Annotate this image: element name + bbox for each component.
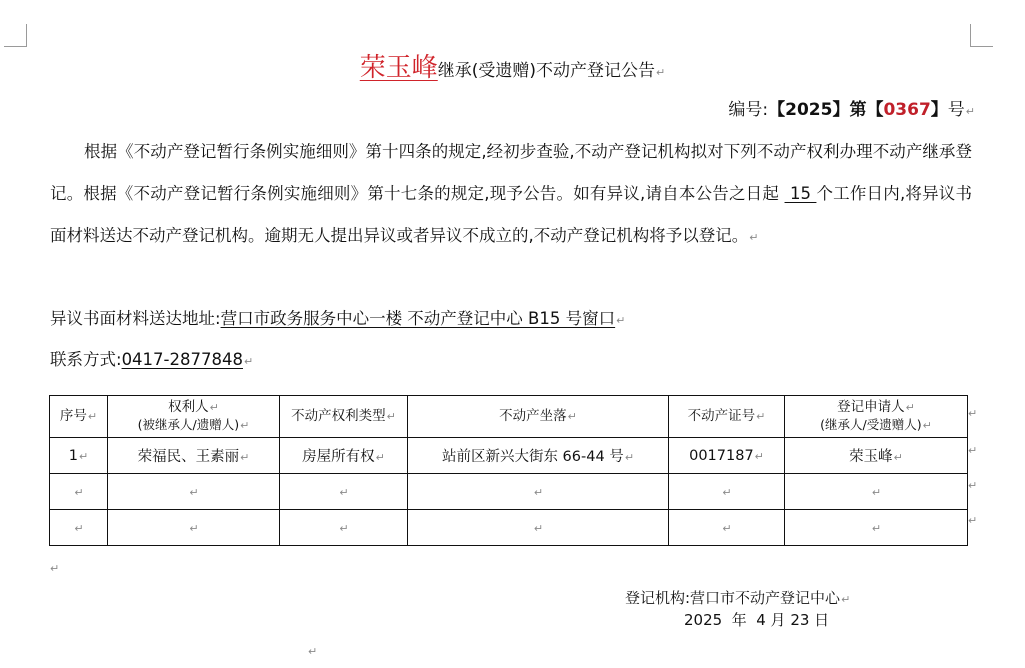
address-value: 营口市政务服务中心一楼 不动产登记中心 B15 号窗口 [220, 309, 616, 328]
cell-rights-holder: ↵ [108, 510, 280, 546]
header-applicant: 登记申请人↵ (继承人/受遗赠人)↵ [785, 396, 968, 438]
cell-applicant: ↵ [785, 474, 968, 510]
table-row [50, 510, 968, 546]
notice-date: 2025 年 4 月 23 日 [684, 611, 830, 629]
cell-location: ↵ [408, 510, 669, 546]
cell-cert-no: ↵ [669, 510, 785, 546]
paragraph-part-2: 个工作日内,将异议书面材料送达不动产登记机构。逾期无人提出异议或者异议不成立的,不动产登记机构将予以登记。 [50, 184, 972, 245]
cell-rights-holder: 荣福民、王素丽↵ [108, 438, 280, 474]
page-corner-top-right [970, 24, 993, 47]
contact-label: 联系方式: [50, 350, 122, 369]
table-row [50, 438, 968, 474]
document-number [728, 97, 975, 125]
cell-seq: ↵ [50, 474, 108, 510]
doc-number-serial: 0367 [883, 100, 931, 120]
cell-right-type: ↵ [280, 510, 408, 546]
header-cert-no: 不动产证号↵ [669, 396, 785, 438]
cell-right-type: ↵ [280, 474, 408, 510]
title-text: 继承(受遗赠)不动产登记公告 [437, 61, 656, 81]
table-header-row [50, 396, 968, 438]
doc-number-year: 【2025】 [768, 100, 850, 120]
cell-seq: ↵ [50, 510, 108, 546]
address-line [50, 306, 625, 334]
paragraph-mark: ↵ [749, 231, 759, 244]
cell-rights-holder: ↵ [108, 474, 280, 510]
objection-days: 15 [789, 184, 811, 203]
doc-number-suffix: 号 [947, 100, 965, 120]
page-corner-top-left [4, 24, 27, 47]
contact-line [50, 347, 253, 375]
header-rights-holder: 权利人↵ (被继承人/遗赠人)↵ [108, 396, 280, 438]
cell-location: ↵ [408, 474, 669, 510]
paragraph-mark: ↵ [616, 314, 626, 327]
paragraph-mark: ↵ [244, 355, 254, 368]
cell-applicant: ↵ [785, 510, 968, 546]
cell-seq: 1↵ [50, 438, 108, 474]
cell-location: 站前区新兴大街东 66-44 号↵ [408, 438, 669, 474]
notice-paragraph [50, 131, 972, 259]
address-label: 异议书面材料送达地址: [50, 309, 221, 328]
header-right-type: 不动产权利类型↵ [280, 396, 408, 438]
paragraph-mark: ↵ [308, 645, 318, 658]
cell-cert-no: 0017187↵ [669, 438, 785, 474]
paragraph-part-1: 根据《不动产登记暂行条例实施细则》第十四条的规定,经初步查验,不动产登记机构拟对下列不动产权利办理不动产继承登记。根据《不动产登记暂行条例实施细则》第十七条的规定,现予公告。如有异议,请自本公告之日起 [50, 142, 972, 203]
header-location: 不动产坐落↵ [408, 396, 669, 438]
contact-value: 0417-2877848 [121, 350, 243, 369]
cell-cert-no: ↵ [669, 474, 785, 510]
paragraph-mark: ↵ [50, 562, 60, 575]
registration-table [49, 395, 968, 546]
paragraph-mark: ↵ [656, 66, 666, 79]
doc-number-bracket-right: 】 [930, 100, 948, 120]
notice-title [0, 50, 1025, 91]
table-row [50, 474, 968, 510]
registration-authority: 登记机构:营口市不动产登记中心↵ [625, 589, 851, 607]
paragraph-mark: ↵ [965, 105, 975, 118]
row-end-mark: ↵ [968, 444, 978, 457]
doc-number-prefix: 编号: [728, 100, 769, 120]
row-end-mark: ↵ [968, 407, 978, 420]
cell-right-type: 房屋所有权↵ [280, 438, 408, 474]
row-end-mark: ↵ [968, 479, 978, 492]
doc-number-bracket-left: 【 [866, 100, 884, 120]
cell-applicant: 荣玉峰↵ [785, 438, 968, 474]
header-seq: 序号↵ [50, 396, 108, 438]
title-name: 荣玉峰 [359, 53, 438, 83]
row-end-mark: ↵ [968, 514, 978, 527]
doc-number-di: 第 [849, 100, 867, 120]
